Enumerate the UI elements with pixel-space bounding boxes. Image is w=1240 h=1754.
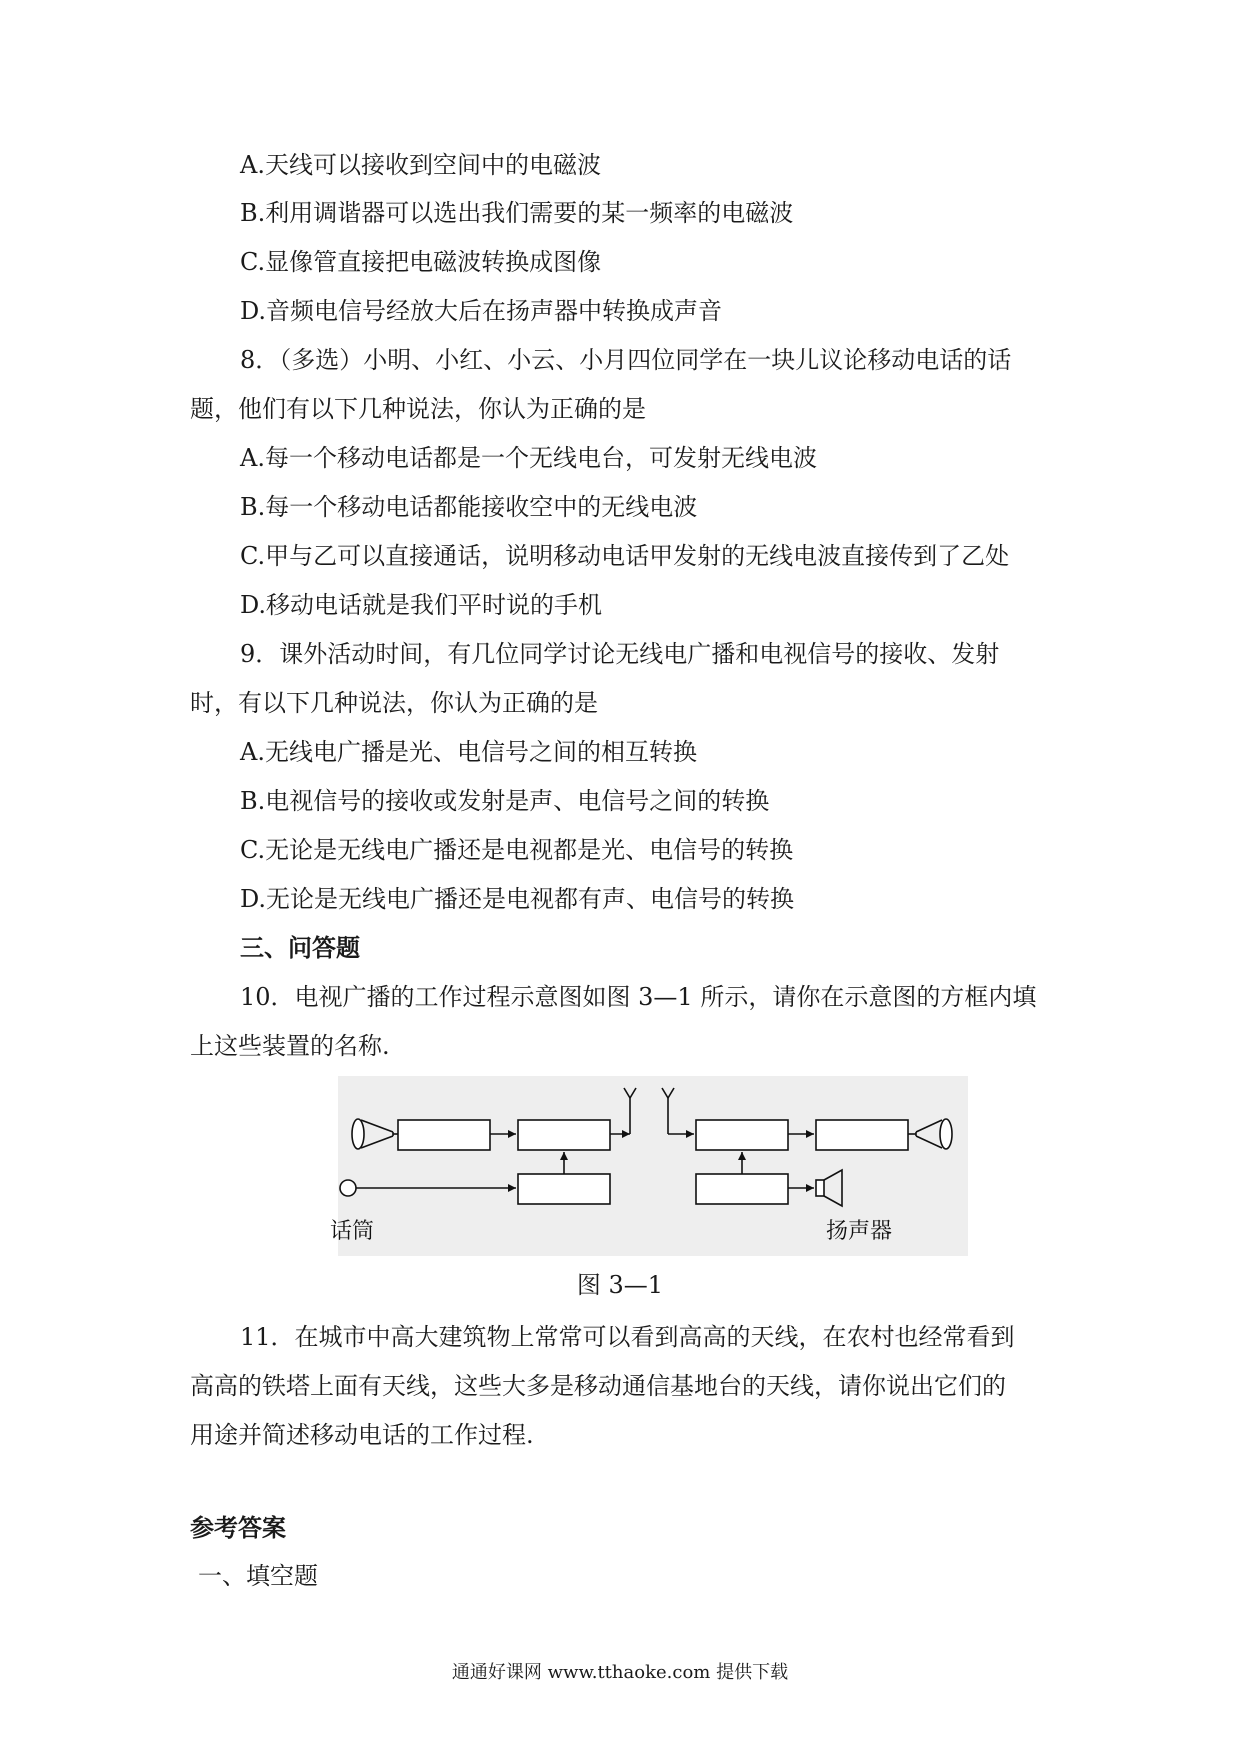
q7-option-c: C.显像管直接把电磁波转换成图像 [240, 248, 602, 276]
label-speaker: 扬声器 [826, 1219, 893, 1244]
q10-stem-line2: 上这些装置的名称. [190, 1032, 390, 1060]
microphone-icon [340, 1180, 356, 1196]
q7-option-d: D.音频电信号经放大后在扬声器中转换成声音 [240, 297, 723, 325]
q11-stem-line3: 用途并简述移动电话的工作过程. [190, 1421, 534, 1449]
q11-stem-line1: 11．在城市中高大建筑物上常常可以看到高高的天线，在农村也经常看到 [240, 1323, 1015, 1351]
q9-option-d: D.无论是无线电广播还是电视都有声、电信号的转换 [240, 885, 795, 913]
q7-option-a: A.天线可以接收到空间中的电磁波 [240, 151, 601, 179]
q9-stem-line1: 9．课外活动时间，有几位同学讨论无线电广播和电视信号的接收、发射 [240, 640, 1000, 668]
audio-decoder-box[interactable] [696, 1174, 788, 1204]
tuner-box[interactable] [696, 1120, 788, 1150]
answers-title: 参考答案 [190, 1513, 286, 1542]
modulator-box[interactable] [518, 1120, 610, 1150]
label-microphone: 话筒 [330, 1219, 375, 1244]
q9-option-c: C.无论是无线电广播还是电视都是光、电信号的转换 [240, 836, 794, 864]
section-heading: 三、问答题 [240, 933, 360, 962]
answers-section-heading: 一、填空题 [198, 1562, 318, 1590]
q11-stem-line2: 高高的铁塔上面有天线，这些大多是移动通信基地台的天线，请你说出它们的 [190, 1372, 1006, 1400]
q8-option-a: A.每一个移动电话都是一个无线电台，可发射无线电波 [240, 444, 817, 472]
q8-option-b: B.每一个移动电话都能接收空中的无线电波 [240, 493, 698, 521]
q7-option-b: B.利用调谐器可以选出我们需要的某一频率的电磁波 [240, 199, 794, 227]
q10-stem-line1: 10．电视广播的工作过程示意图如图 3—1 所示，请你在示意图的方框内填 [240, 983, 1037, 1011]
figure-caption: 图 3—1 [576, 1271, 664, 1299]
picture-tube-box[interactable] [816, 1120, 908, 1150]
tv-broadcast-diagram [330, 1076, 968, 1256]
q9-stem-line2: 时，有以下几种说法，你认为正确的是 [190, 689, 598, 717]
q9-option-b: B.电视信号的接收或发射是声、电信号之间的转换 [240, 787, 770, 815]
q9-option-a: A.无线电广播是光、电信号之间的相互转换 [240, 738, 697, 766]
audio-modulator-box[interactable] [518, 1174, 610, 1204]
camera-box[interactable] [398, 1120, 490, 1150]
q8-stem-line2: 题，他们有以下几种说法，你认为正确的是 [190, 395, 646, 423]
q8-option-c: C.甲与乙可以直接通话，说明移动电话甲发射的无线电波直接传到了乙处 [240, 542, 1010, 570]
footer-source: 通通好课网 www.tthaoke.com 提供下载 [451, 1662, 789, 1683]
q8-option-d: D.移动电话就是我们平时说的手机 [240, 591, 603, 619]
q8-stem-line1: 8．（多选）小明、小红、小云、小月四位同学在一块儿议论移动电话的话 [240, 346, 1012, 374]
